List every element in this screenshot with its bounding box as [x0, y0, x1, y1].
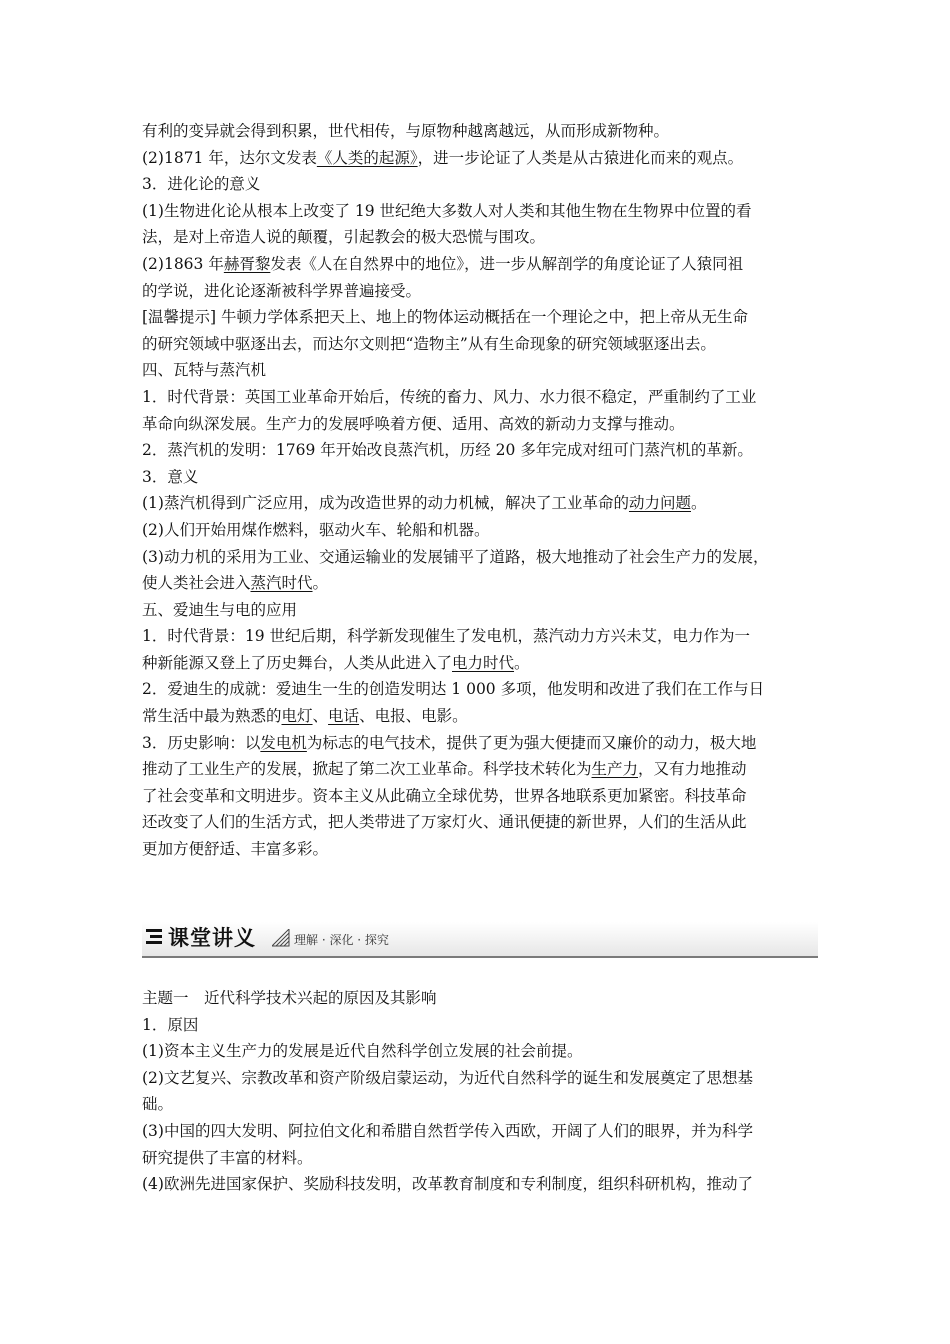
- stripes-icon: [144, 927, 164, 947]
- text-line: [142, 544, 818, 571]
- body-text-bottom: [142, 985, 818, 1198]
- text-run: 的研究领域中驱逐出去，而达尔文则把“造物主”从有生命现象的研究领域驱逐出去。: [142, 334, 716, 353]
- underlined-term: 发电机: [260, 733, 307, 752]
- text-run: 3．进化论的意义: [142, 175, 261, 194]
- text-run: 3．历史影响：以: [142, 733, 261, 752]
- text-run: [温馨提示] 牛顿力学体系把天上、地上的物体运动概括在一个理论之中，把上帝从无生命: [142, 308, 749, 327]
- text-line: [142, 1038, 818, 1065]
- hatched-triangle-icon: [272, 929, 290, 947]
- text-run: 五、爱迪生与电的应用: [142, 600, 298, 619]
- underlined-term: 生产力: [591, 760, 639, 779]
- text-line: [142, 703, 818, 730]
- section-banner: [142, 922, 818, 958]
- text-run: 研究提供了丰富的材料。: [142, 1148, 313, 1167]
- text-line: [142, 809, 818, 836]
- text-line: [142, 464, 818, 491]
- text-line: [142, 676, 818, 703]
- text-line: [142, 1118, 818, 1145]
- text-line: [142, 118, 818, 145]
- text-run: 法，是对上帝造人说的颠覆，引起教会的极大恐慌与围攻。: [142, 228, 546, 247]
- text-line: [142, 145, 818, 172]
- text-run: 。: [690, 494, 707, 513]
- text-run: 。: [514, 653, 530, 672]
- text-line: [142, 730, 818, 757]
- text-run: 有利的变异就会得到积累，世代相传，与原物种越离越远，从而形成新物种。: [142, 122, 670, 140]
- underlined-term: 《人类的起源》: [316, 148, 418, 167]
- text-run: ，又有力地推动: [638, 760, 747, 779]
- text-run: 使人类社会进入: [142, 574, 251, 593]
- underlined-term: 赫胥黎: [223, 254, 271, 273]
- text-run: (2)文艺复兴、宗教改革和资产阶级启蒙运动，为近代自然科学的诞生和发展奠定了思想基: [142, 1068, 753, 1087]
- text-line: [142, 756, 818, 783]
- text-line: [142, 224, 818, 251]
- text-run: (2)1871 年，达尔文发表: [142, 148, 317, 167]
- text-run: 1．时代背景：英国工业革命开始后，传统的畜力、风力、水力很不稳定，严重制约了工业: [142, 387, 757, 406]
- text-run: (1)生物进化论从根本上改变了 19 世纪绝大多数人对人类和其他生物在生物界中位置的看: [142, 201, 752, 220]
- text-run: 更加方便舒适、丰富多彩。: [142, 840, 329, 859]
- text-line: [142, 597, 818, 624]
- underlined-term: 蒸汽时代: [250, 574, 313, 593]
- text-run: 1．时代背景：19 世纪后期，科学新发现催生了发电机，蒸汽动力方兴未艾，电力作为一: [142, 627, 751, 646]
- text-line: [142, 278, 818, 305]
- text-run: (3)中国的四大发明、阿拉伯文化和希腊自然哲学传入西欧，开阔了人们的眼界，并为科学: [142, 1121, 753, 1140]
- text-line: [142, 623, 818, 650]
- text-line: [142, 411, 818, 438]
- text-line: [142, 1012, 818, 1039]
- text-line: [142, 985, 818, 1012]
- text-run: (4)欧洲先进国家保护、奖励科技发明，改革教育制度和专利制度，组织科研机构，推动了: [142, 1175, 753, 1194]
- text-run: 种新能源又登上了历史舞台，人类从此进入了: [142, 653, 453, 672]
- text-line: [142, 331, 818, 358]
- text-run: 、电报、电影。: [359, 707, 468, 726]
- text-line: [142, 517, 818, 544]
- body-text-top: [142, 118, 818, 863]
- text-run: 3．意义: [142, 467, 199, 486]
- text-line: [142, 251, 818, 278]
- text-run: 础。: [142, 1095, 174, 1114]
- underlined-term: 电力时代: [452, 653, 515, 672]
- text-line: [142, 437, 818, 464]
- text-run: 2．爱迪生的成就：爱迪生一生的创造发明达 1 000 多项，他发明和改进了我们在工作与日: [142, 680, 765, 699]
- text-line: [142, 570, 818, 597]
- banner-title: 课堂讲义: [168, 926, 256, 950]
- text-run: 、: [312, 707, 329, 726]
- text-line: [142, 783, 818, 810]
- text-line: [142, 198, 818, 225]
- text-line: [142, 490, 818, 517]
- text-run: 1．原因: [142, 1015, 199, 1034]
- text-line: [142, 304, 818, 331]
- text-run: (2)1863 年: [142, 254, 224, 273]
- text-run: 为标志的电气技术，提供了更为强大便捷而又廉价的动力，极大地: [306, 733, 757, 752]
- text-run: 四、瓦特与蒸汽机: [142, 361, 267, 380]
- underlined-term: 电话: [328, 707, 360, 726]
- text-run: 2．蒸汽机的发明：1769 年开始改良蒸汽机，历经 20 多年完成对纽可门蒸汽机的革新。: [142, 441, 753, 460]
- text-run: (1)资本主义生产力的发展是近代自然科学创立发展的社会前提。: [142, 1042, 583, 1061]
- text-run: 推动了工业生产的发展，掀起了第二次工业革命。科学技术转化为: [142, 760, 592, 779]
- text-line: [142, 357, 818, 384]
- text-run: (3)动力机的采用为工业、交通运输业的发展铺平了道路，极大地推动了社会生产力的发展，: [142, 547, 769, 566]
- text-line: [142, 384, 818, 411]
- text-run: 革命向纵深发展。生产力的发展呼唤着方便、适用、高效的新动力支撑与推动。: [142, 414, 685, 433]
- text-run: (2)人们开始用煤作燃料，驱动火车、轮船和机器。: [142, 520, 490, 539]
- underlined-term: 动力问题: [628, 494, 691, 513]
- text-run: 还改变了人们的生活方式，把人类带进了万家灯火、通讯便捷的新世界，人们的生活从此: [142, 813, 747, 832]
- text-line: [142, 1065, 818, 1092]
- text-run: ，进一步论证了人类是从古猿进化而来的观点。: [417, 148, 744, 167]
- text-line: [142, 1145, 818, 1172]
- text-line: [142, 1171, 818, 1198]
- text-run: 的学说，进化论逐渐被科学界普遍接受。: [142, 281, 422, 300]
- underlined-term: 电灯: [281, 707, 313, 726]
- text-run: 了社会变革和文明进步。资本主义从此确立全球优势，世界各地联系更加紧密。科技革命: [142, 786, 747, 805]
- text-run: (1)蒸汽机得到广泛应用，成为改造世界的动力机械，解决了工业革命的: [142, 494, 629, 513]
- text-line: [142, 171, 818, 198]
- banner-subtitle: 理解 · 深化 · 探究: [294, 933, 389, 947]
- text-run: 常生活中最为熟悉的: [142, 707, 282, 726]
- text-line: [142, 836, 818, 863]
- text-line: [142, 1091, 818, 1118]
- text-run: 发表《人在自然界中的地位》，进一步从解剖学的角度论证了人猿同祖: [270, 254, 744, 273]
- text-line: [142, 650, 818, 677]
- text-run: 主题一 近代科学技术兴起的原因及其影响: [142, 989, 437, 1007]
- text-run: 。: [312, 574, 329, 593]
